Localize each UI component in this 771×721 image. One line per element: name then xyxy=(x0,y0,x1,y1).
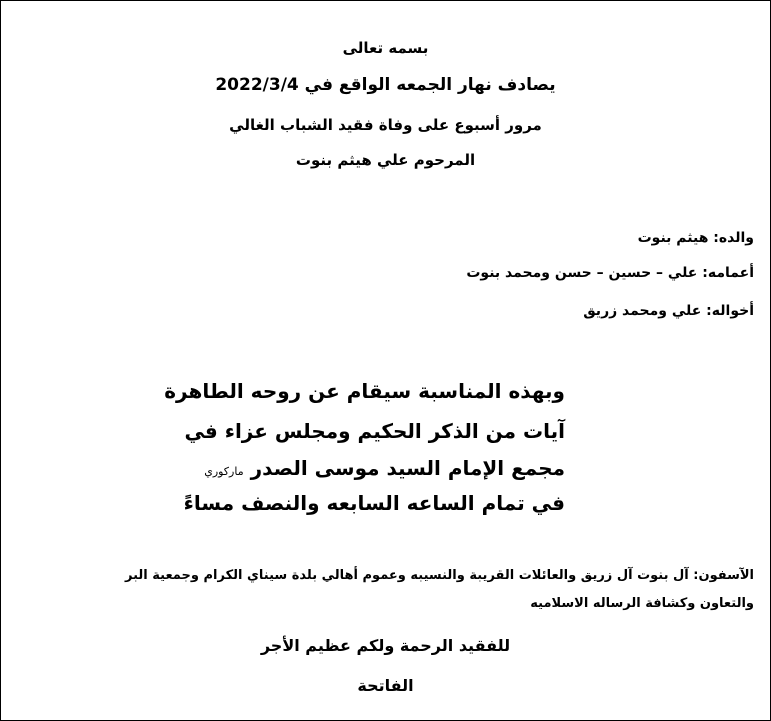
mourners-line-1: الآسفون: آل بنوت آل زريق والعائلات القريبة والنسيبه وعموم أهالي بلدة سيناي الكرام وجمعية البر xyxy=(125,568,754,583)
maternal-uncles-line: أخواله: علي ومحمد زريق xyxy=(583,303,754,319)
fatiha-line: الفاتحة xyxy=(357,676,414,695)
date-line: يصادف نهار الجمعه الواقع في 2022/3/4 xyxy=(215,75,556,95)
father-line: والده: هيثم بنوت xyxy=(637,230,754,246)
ceremony-line-3 xyxy=(204,456,565,480)
deceased-name: المرحوم علي هيثم بنوت xyxy=(295,151,476,169)
ceremony-line-4: في تمام الساعه السابعه والنصف مساءً xyxy=(183,491,565,515)
uncles-line: أعمامه: علي – حسين – حسن ومحمد بنوت xyxy=(466,265,754,281)
ceremony-line-2: آيات من الذكر الحكيم ومجلس عزاء في xyxy=(184,419,565,443)
ceremony-line-1: وبهذه المناسبة سيقام عن روحه الطاهرة xyxy=(164,379,565,403)
ceremony-venue-note: ماركوري xyxy=(204,465,244,478)
condolence-line: للفقيد الرحمة ولكم عظيم الأجر xyxy=(260,636,511,655)
bismillah-heading: بسمه تعالى xyxy=(342,39,429,57)
ceremony-venue: مجمع الإمام السيد موسى الصدر xyxy=(250,456,565,480)
occasion-line: مرور أسبوع على وفاة فقيد الشباب الغالي xyxy=(229,116,542,134)
mourners-line-2: والتعاون وكشافة الرساله الاسلاميه xyxy=(530,596,754,611)
